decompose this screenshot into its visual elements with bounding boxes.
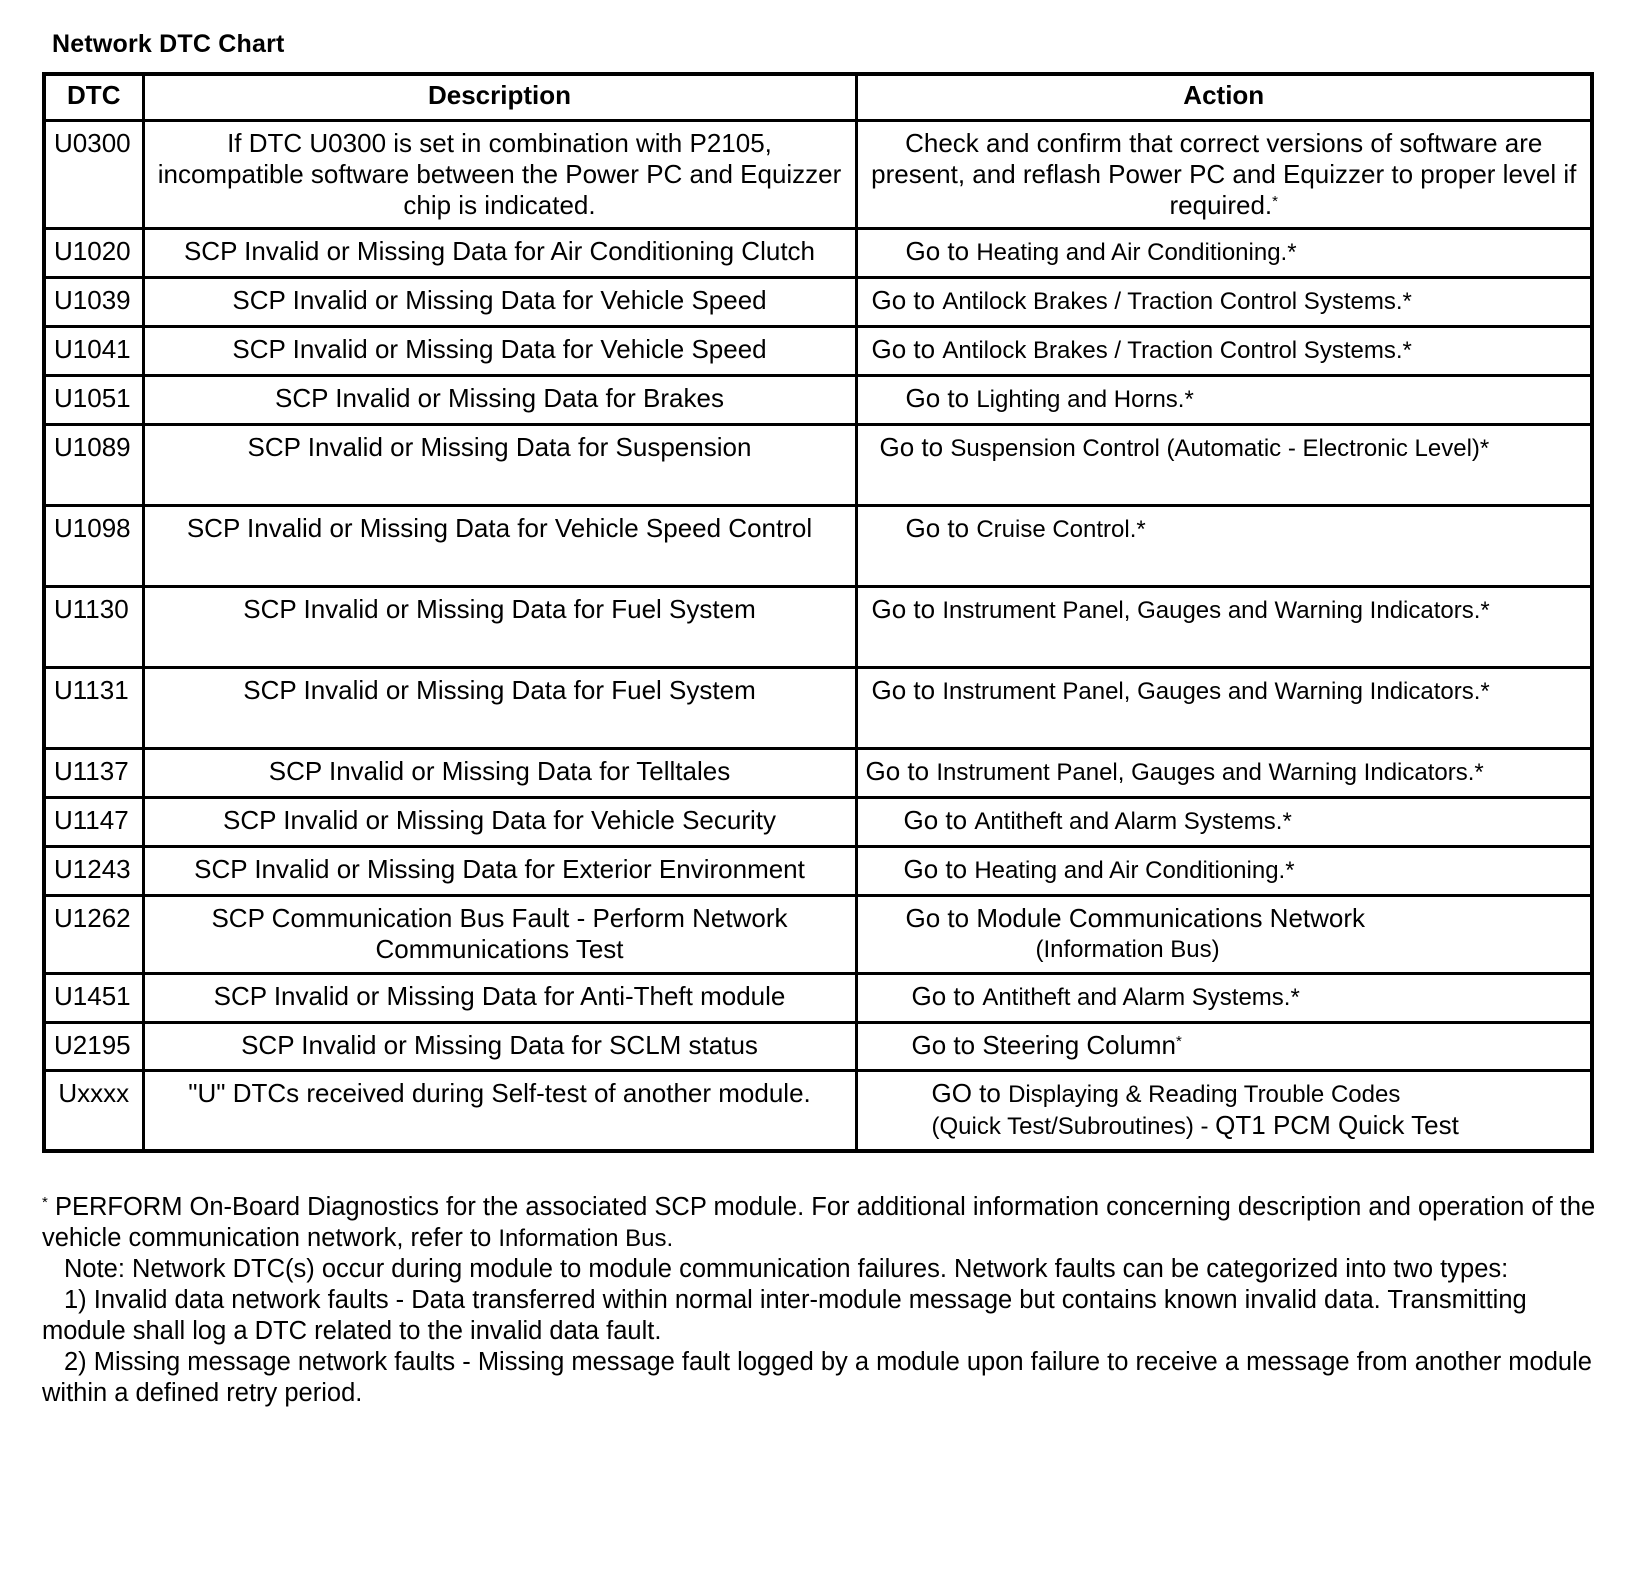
action-subtitle: (Quick Test/Subroutines) - (931, 1113, 1216, 1140)
action-destination-link[interactable]: Go to Module Communications Network (905, 903, 1366, 933)
dtc-code: U2195 (44, 1023, 143, 1071)
table-row (44, 506, 1592, 587)
action-destination-link[interactable]: Instrument Panel, Gauges and Warning Indicators.* (942, 597, 1490, 624)
table-header-row (44, 74, 1592, 121)
dtc-action (856, 668, 1592, 749)
dtc-description: SCP Invalid or Missing Data for Vehicle Speed (143, 327, 856, 376)
dtc-code: U1041 (44, 327, 143, 376)
action-destination-link[interactable]: Cruise Control.* (976, 516, 1146, 543)
table-row (44, 1023, 1592, 1071)
action-destination-link[interactable]: Instrument Panel, Gauges and Warning Indicators.* (936, 759, 1484, 786)
dtc-action (856, 1023, 1592, 1071)
asterisk-marker: * (1175, 1033, 1182, 1050)
action-lead: GO to (931, 1078, 1001, 1108)
note-item-1: 1) Invalid data network faults - Data transferred within normal inter-module message but contains known invalid data. Transmitting module shall log a DTC related to the invalid data fault. (42, 1286, 1527, 1345)
dtc-action (856, 506, 1592, 587)
dtc-code: U1098 (44, 506, 143, 587)
action-lead: Go to (903, 854, 968, 884)
dtc-description: SCP Invalid or Missing Data for Air Conditioning Clutch (143, 229, 856, 278)
dtc-action (856, 229, 1592, 278)
dtc-description: SCP Invalid or Missing Data for Exterior Environment (143, 847, 856, 896)
table-row (44, 847, 1592, 896)
dtc-code: U0300 (44, 121, 143, 229)
action-destination-link[interactable]: Antilock Brakes / Traction Control Systems.* (942, 337, 1412, 364)
action-lead: Go to (905, 513, 970, 543)
table-row (44, 749, 1592, 798)
dtc-description: SCP Invalid or Missing Data for Fuel System (143, 668, 856, 749)
dtc-action (856, 425, 1592, 506)
dtc-action (856, 798, 1592, 847)
dtc-code: U1137 (44, 749, 143, 798)
dtc-code: Uxxxx (44, 1071, 143, 1151)
note-paragraph: Note: Network DTC(s) occur during module to module communication failures. Network faults can be categorized into two types: (64, 1255, 1509, 1283)
action-destination-link[interactable]: Antitheft and Alarm Systems.* (974, 808, 1292, 835)
note-item-2: 2) Missing message network faults - Missing message fault logged by a module upon failure to receive a message from another module within a defined retry period. (42, 1348, 1592, 1407)
action-lead: Go to (871, 334, 936, 364)
table-row (44, 668, 1592, 749)
table-row (44, 425, 1592, 506)
dtc-description: SCP Communication Bus Fault - Perform Network Communications Test (143, 896, 856, 974)
action-destination-link[interactable]: Displaying & Reading Trouble Codes (1008, 1081, 1401, 1108)
dtc-action (856, 896, 1592, 974)
dtc-description: SCP Invalid or Missing Data for SCLM status (143, 1023, 856, 1071)
dtc-action (856, 278, 1592, 327)
dtc-action (856, 376, 1592, 425)
action-destination-link[interactable]: Antitheft and Alarm Systems.* (982, 984, 1300, 1011)
action-destination-link[interactable]: Heating and Air Conditioning.* (974, 857, 1295, 884)
column-header-action: Action (856, 74, 1592, 121)
dtc-code: U1131 (44, 668, 143, 749)
dtc-action (856, 121, 1592, 229)
dtc-description: SCP Invalid or Missing Data for Suspension (143, 425, 856, 506)
dtc-code: U1039 (44, 278, 143, 327)
table-row (44, 229, 1592, 278)
action-lead: Go to (871, 285, 936, 315)
table-row (44, 121, 1592, 229)
dtc-action (856, 749, 1592, 798)
action-destination-link[interactable]: Instrument Panel, Gauges and Warning Indicators.* (942, 678, 1490, 705)
dtc-table (42, 72, 1594, 1153)
footnote-paragraph (42, 1192, 1602, 1254)
dtc-code: U1089 (44, 425, 143, 506)
action-quick-test-link[interactable]: QT1 PCM Quick Test (1215, 1110, 1459, 1140)
action-lead: Go to (871, 594, 936, 624)
table-row (44, 327, 1592, 376)
action-destination-link[interactable]: Lighting and Horns.* (976, 386, 1194, 413)
footnote-text: PERFORM On-Board Diagnostics for the associated SCP module. For additional information concerning description and operation of the vehicle communication network, refer to (42, 1193, 1596, 1252)
dtc-description: SCP Invalid or Missing Data for Vehicle Speed (143, 278, 856, 327)
dtc-code: U1020 (44, 229, 143, 278)
dtc-description: SCP Invalid or Missing Data for Fuel System (143, 587, 856, 668)
dtc-action (856, 587, 1592, 668)
action-destination-link[interactable]: Suspension Control (Automatic - Electronic Level)* (950, 435, 1490, 462)
dtc-code: U1051 (44, 376, 143, 425)
action-lead: Go to (903, 805, 968, 835)
dtc-description: SCP Invalid or Missing Data for Vehicle Security (143, 798, 856, 847)
dtc-action (856, 847, 1592, 896)
table-row (44, 587, 1592, 668)
action-text: Check and confirm that correct versions of software are present, and reflash Power PC and Equizzer to proper level if required. (871, 128, 1577, 220)
dtc-description: SCP Invalid or Missing Data for Anti-Theft module (143, 974, 856, 1023)
dtc-code: U1243 (44, 847, 143, 896)
asterisk-marker: * (1272, 193, 1278, 210)
action-lead: Go to (871, 675, 936, 705)
dtc-description: SCP Invalid or Missing Data for Brakes (143, 376, 856, 425)
footnote (42, 1192, 1602, 1409)
action-destination-link[interactable]: Antilock Brakes / Traction Control Systems.* (942, 288, 1412, 315)
dtc-action (856, 1071, 1592, 1151)
action-destination-link[interactable]: Go to Steering Column (911, 1030, 1176, 1060)
table-row (44, 798, 1592, 847)
dtc-code: U1262 (44, 896, 143, 974)
dtc-code: U1451 (44, 974, 143, 1023)
table-row (44, 1071, 1592, 1151)
action-lead: Go to (865, 756, 930, 786)
action-destination-link[interactable]: Heating and Air Conditioning.* (976, 239, 1297, 266)
dtc-description: SCP Invalid or Missing Data for Telltales (143, 749, 856, 798)
table-row (44, 896, 1592, 974)
action-lead: Go to (905, 236, 970, 266)
dtc-code: U1147 (44, 798, 143, 847)
dtc-action (856, 974, 1592, 1023)
dtc-description: If DTC U0300 is set in combination with P2105, incompatible software between the Power PC and Equizzer chip is indicated. (143, 121, 856, 229)
action-lead: Go to (879, 432, 944, 462)
asterisk-marker: * (42, 1194, 48, 1211)
information-bus-link[interactable]: Information Bus. (498, 1225, 674, 1252)
action-subtitle: (Information Bus) (1035, 936, 1220, 963)
column-header-description: Description (143, 74, 856, 121)
action-lead: Go to (911, 981, 976, 1011)
action-lead: Go to (905, 383, 970, 413)
dtc-code: U1130 (44, 587, 143, 668)
column-header-dtc: DTC (44, 74, 143, 121)
table-row (44, 376, 1592, 425)
dtc-description: SCP Invalid or Missing Data for Vehicle Speed Control (143, 506, 856, 587)
dtc-description: "U" DTCs received during Self-test of another module. (143, 1071, 856, 1151)
page-title: Network DTC Chart (52, 30, 285, 58)
table-row (44, 278, 1592, 327)
table-row (44, 974, 1592, 1023)
dtc-action (856, 327, 1592, 376)
